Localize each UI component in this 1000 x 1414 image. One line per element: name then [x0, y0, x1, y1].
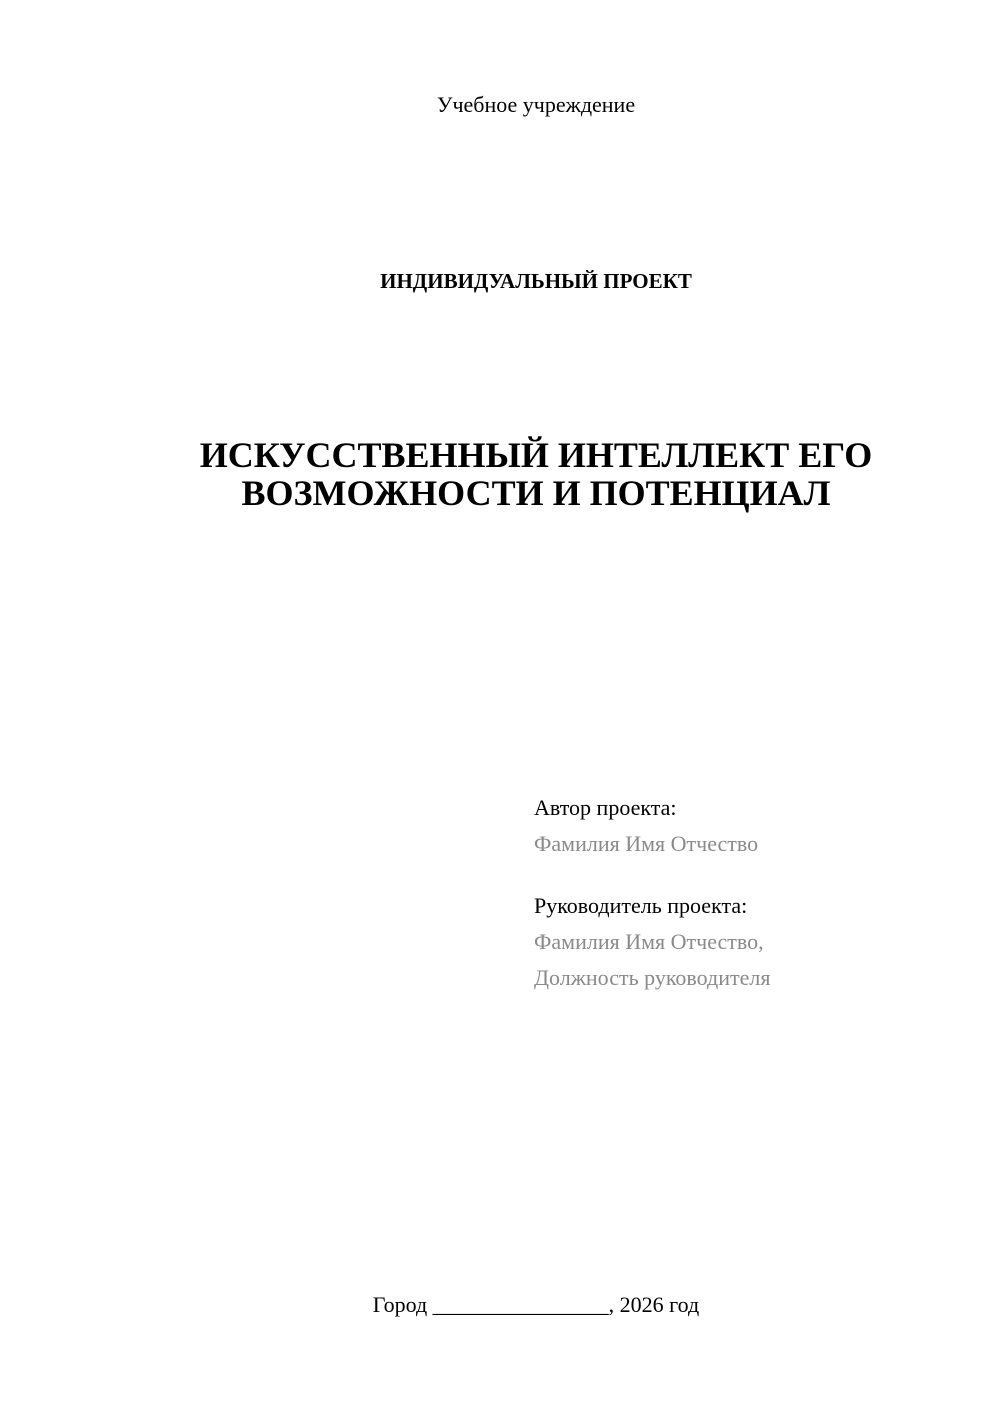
- institution-name: Учебное учреждение: [436, 92, 636, 117]
- project-title: [0, 436, 1000, 512]
- author-label: Автор проекта:: [534, 795, 677, 820]
- project-info-block: [534, 790, 974, 996]
- info-spacer: [534, 862, 974, 888]
- document-type: ИНДИВИДУАЛЬНЫЙ ПРОЕКТ: [380, 269, 692, 293]
- project-title-line-1: ИСКУССТВЕННЫЙ ИНТЕЛЛЕКТ ЕГО: [199, 435, 873, 475]
- author-name-placeholder: Фамилия Имя Отчество: [534, 831, 759, 856]
- supervisor-label: Руководитель проекта:: [534, 893, 748, 918]
- city-year-footer: Город ________________, 2026 год: [372, 1292, 700, 1317]
- project-title-line-2: ВОЗМОЖНОСТИ И ПОТЕНЦИАЛ: [241, 473, 831, 513]
- supervisor-name-placeholder: Фамилия Имя Отчество,: [534, 929, 764, 954]
- supervisor-position-placeholder: Должность руководителя: [534, 965, 771, 990]
